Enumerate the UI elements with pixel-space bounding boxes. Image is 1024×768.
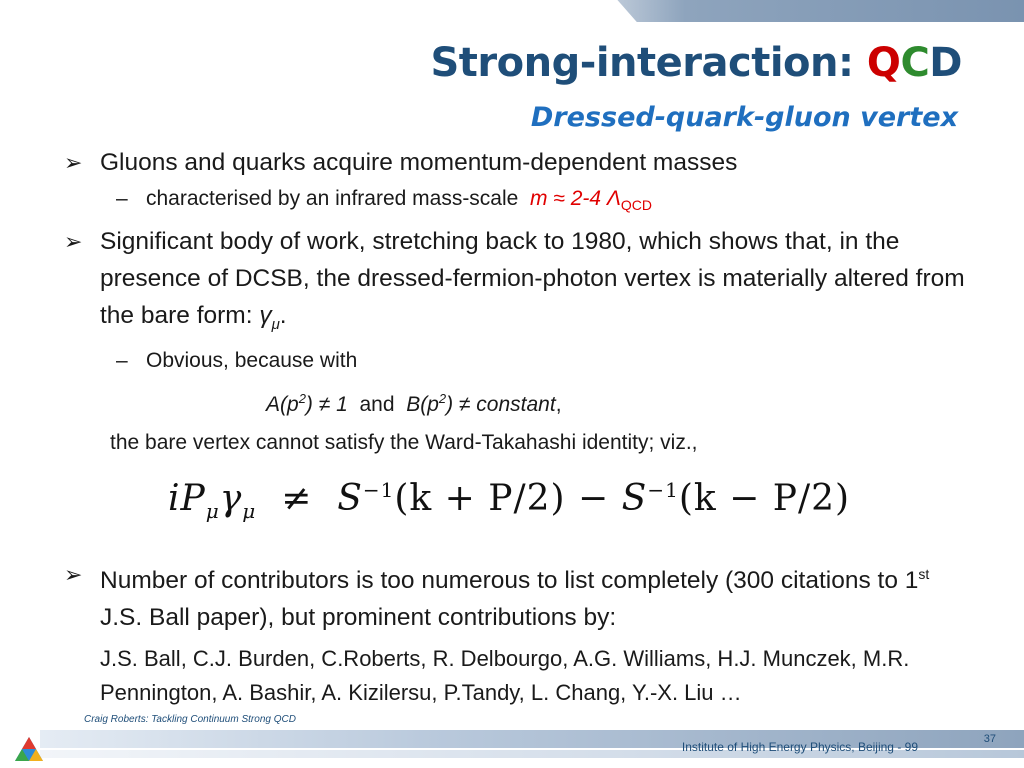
- header-decor-band: [540, 0, 1024, 22]
- title-c-letter: C: [900, 40, 930, 86]
- ward-identity-text: the bare vertex cannot satisfy the Ward-Takahashi identity; viz.,: [110, 431, 698, 455]
- slide-title: Strong-interaction: QCD: [430, 40, 962, 86]
- slide-content: [64, 144, 974, 461]
- footer-institution: Institute of High Energy Physics, Beijing - 99: [681, 740, 918, 754]
- sub-bullet-mass-scale: – characterised by an infrared mass-scale m ≈ 2-4 $\Lambda_{QCD}$: [64, 181, 974, 223]
- arrow-bullet-icon: ➢: [64, 562, 83, 587]
- mass-scale-formula: m ≈ 2-4 $\Lambda_{QCD}$: [530, 187, 653, 214]
- page-number: 37: [983, 733, 996, 745]
- contributor-names: J.S. Ball, C.J. Burden, C.Roberts, R. Delbourgo, A.G. Williams, H.J. Munczek, M.R. Pennington, A. Bashir, A. Kizilersu, P.Tandy, L. Chang, Y.-X. Liu …: [100, 646, 910, 706]
- bullet-body-of-work: ➢ Significant body of work, stretching back to 1980, which shows that, in the presence of DCSB, the dressed-fermion-photon vertex is materially altered from the bare form: $\gamma_\mu$.: [64, 223, 974, 343]
- title-q-letter: Q: [866, 40, 901, 86]
- slide-subtitle: Dressed-quark-gluon vertex: [530, 102, 958, 133]
- arrow-bullet-icon: ➢: [64, 150, 83, 175]
- bullet-contributors: ➢ Number of contributors is too numerous to list completely (300 citations to 1st J.S. Ball paper), but prominent contributions by:: [64, 556, 974, 636]
- ward-identity-equation: $iP_\mu\gamma_\mu \ne S^{-1}(k + P/2) - S^{-1}(k - P/2)$: [168, 478, 851, 524]
- title-d-letter: D: [929, 40, 962, 86]
- dressing-conditions: $A(p^2) \ne 1$ and $B(p^2)$ ≠ constant,: [266, 391, 562, 417]
- contributors-section: [64, 556, 974, 710]
- dash-bullet-icon: –: [116, 349, 128, 373]
- argonne-logo-icon: [14, 736, 44, 762]
- sub-bullet-obvious: – Obvious, because with: [64, 343, 974, 379]
- arrow-bullet-icon: ➢: [64, 229, 83, 255]
- bullet-masses: ➢ Gluons and quarks acquire momentum-dependent masses: [64, 144, 974, 181]
- dash-bullet-icon: –: [116, 187, 128, 210]
- footer-credit: Craig Roberts: Tackling Continuum Strong QCD: [84, 714, 296, 725]
